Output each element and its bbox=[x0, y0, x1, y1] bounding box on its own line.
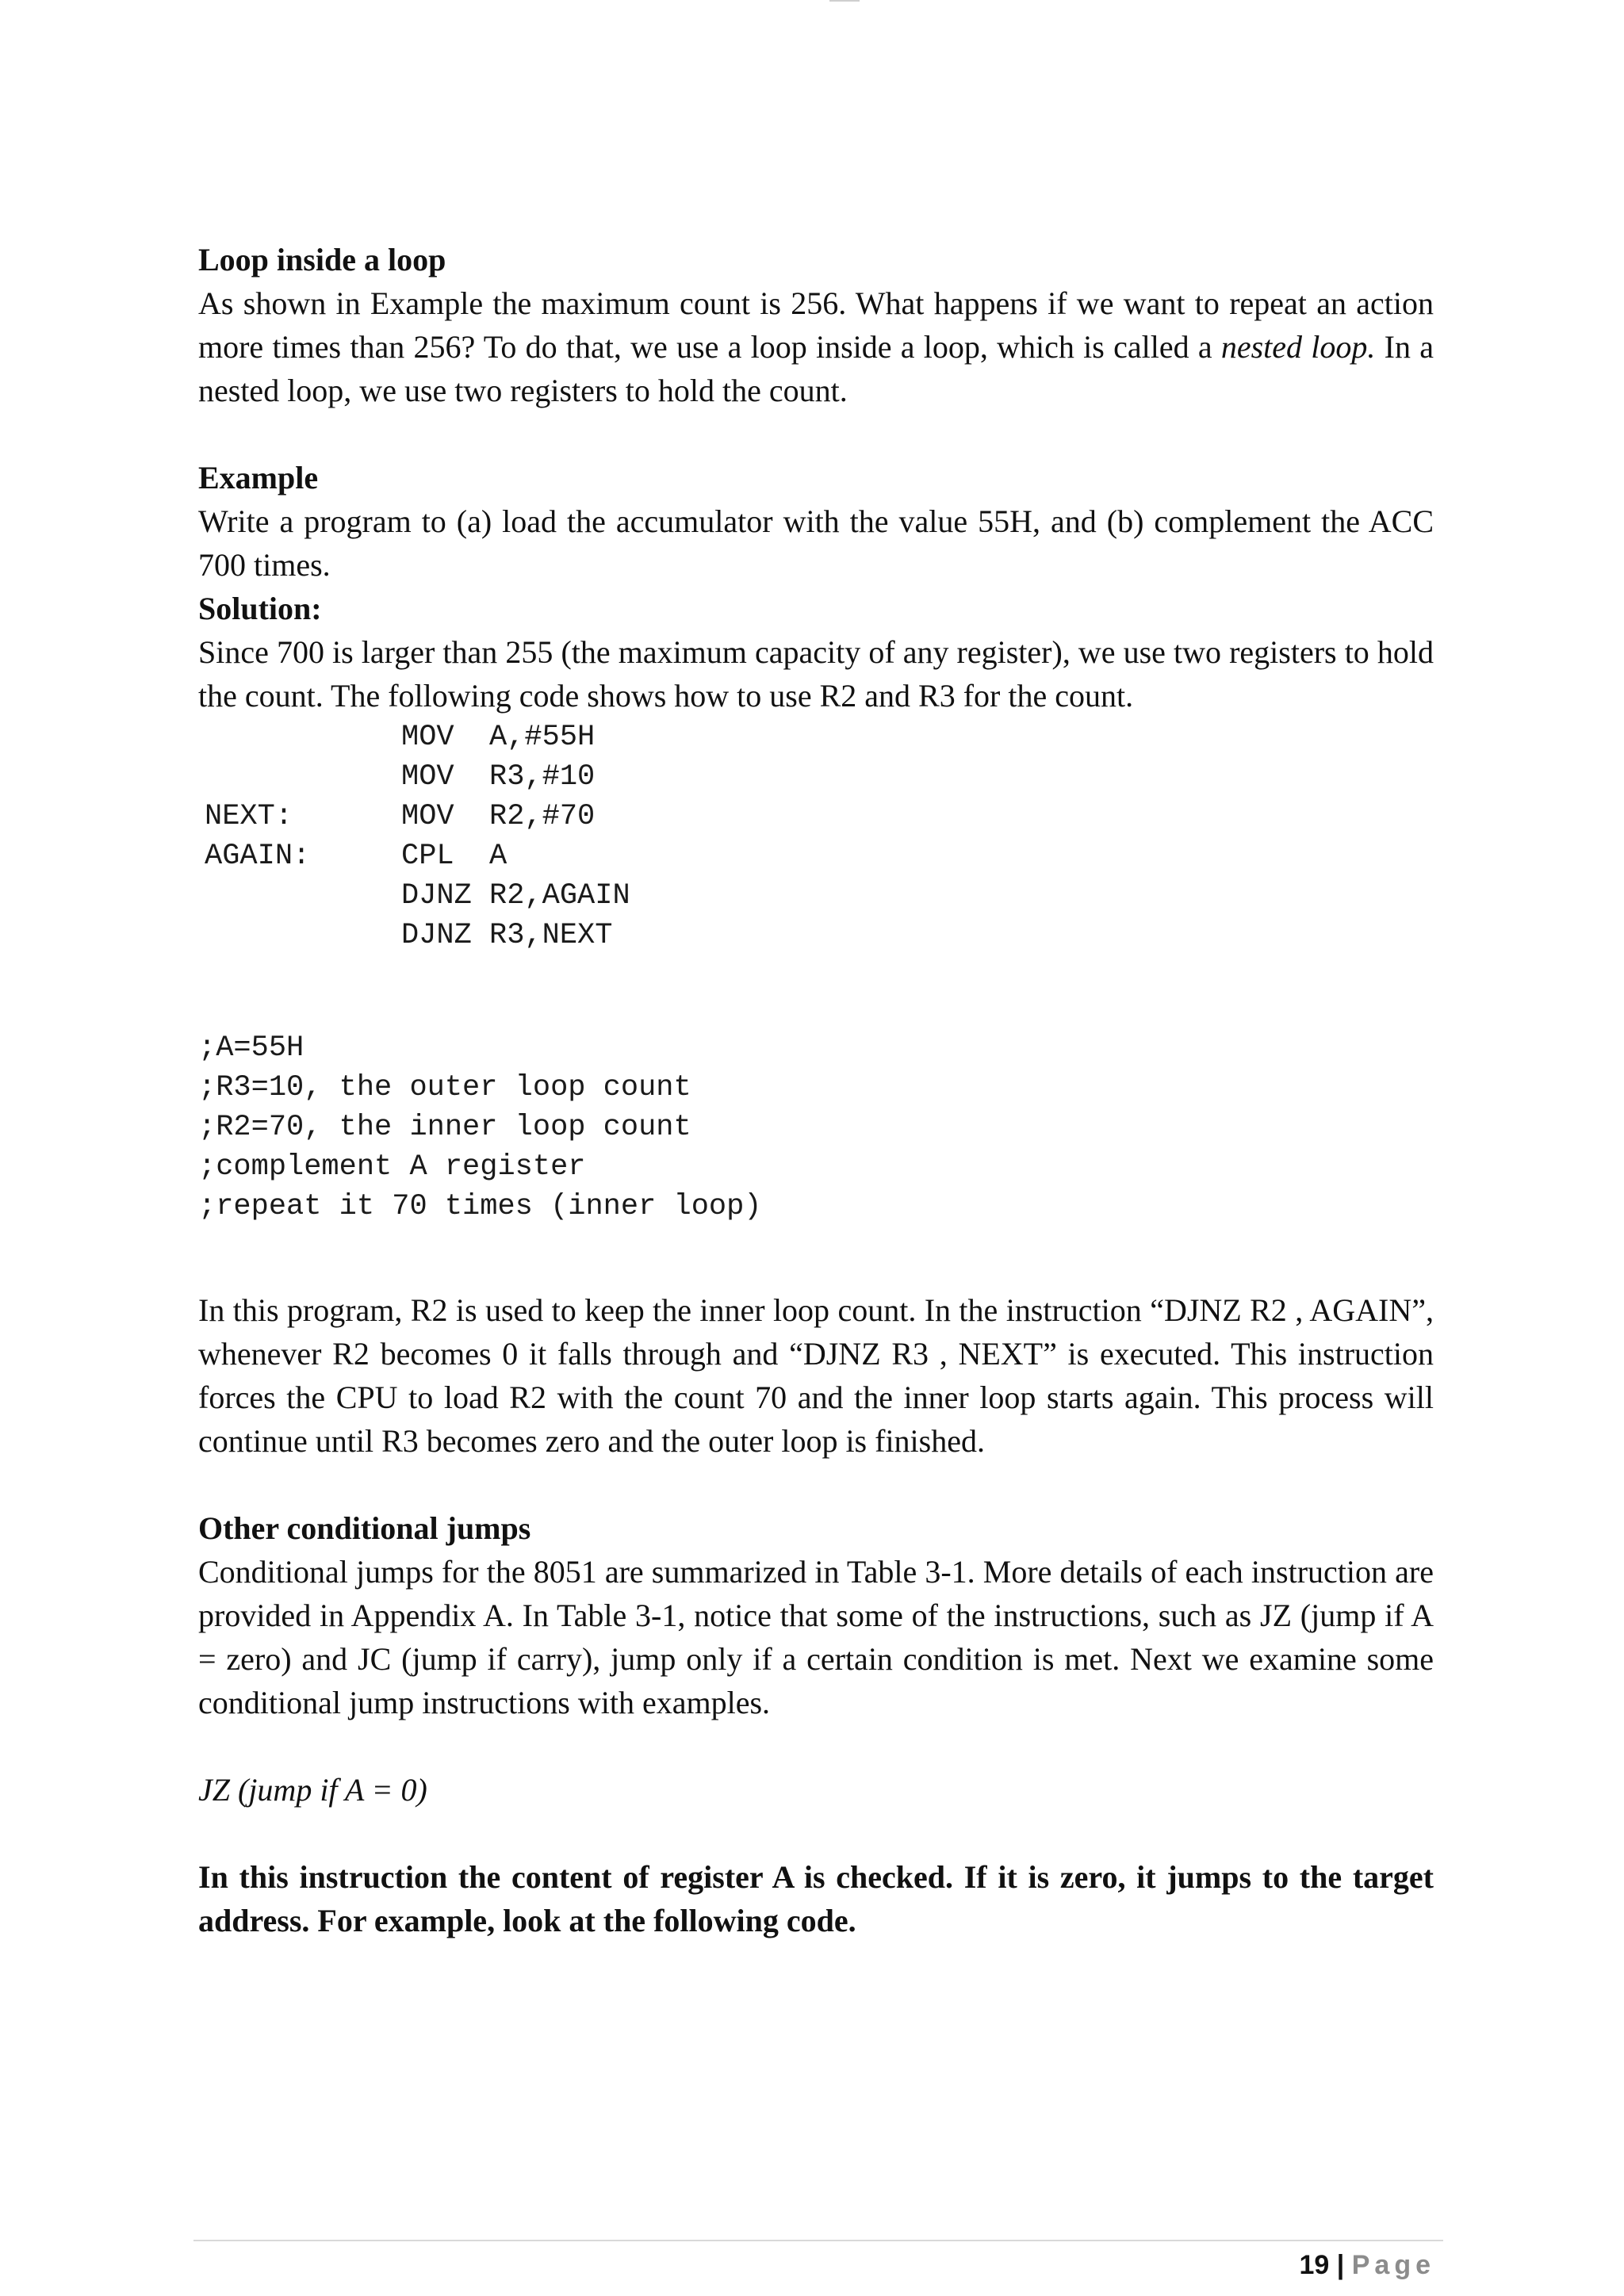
code-comment: ;complement A register bbox=[198, 1150, 586, 1184]
other-jumps-heading: Other conditional jumps bbox=[198, 1510, 531, 1546]
code-comment: ;repeat it 70 times (inner loop) bbox=[198, 1190, 762, 1223]
page-separator: | bbox=[1336, 2250, 1345, 2280]
solution-text: Since 700 is larger than 255 (the maximum capacity of any register), we use two registers to hold the count. The following code shows how to use R2 and R3 for the count. bbox=[198, 634, 1434, 714]
solution-heading: Solution: bbox=[198, 591, 322, 626]
jz-heading: JZ (jump if A = 0) bbox=[198, 1772, 427, 1808]
loop-paragraph-italic: nested loop. bbox=[1220, 329, 1376, 365]
code-line: MOV A,#55H bbox=[401, 721, 596, 754]
code-comment: ;R2=70, the inner loop count bbox=[198, 1111, 691, 1144]
code-block bbox=[198, 718, 1434, 1288]
explanation-text: In this program, R2 is used to keep the inner loop count. In the instruction “DJNZ R2 , AGAIN”, whenever R2 becomes 0 it falls through and “DJNZ R3 , NEXT” is executed. This instruction forces the CPU to load R2 with the count 70 and the inner loop starts again. This process will continue until R3 becomes zero and the outer loop is finished. bbox=[198, 1292, 1434, 1459]
page-content bbox=[198, 238, 1434, 1942]
code-line: MOV R3,#10 bbox=[401, 760, 596, 794]
code-comment: ;A=55H bbox=[198, 1031, 304, 1065]
loop-paragraph-part1: As shown in Example the maximum count is 256. What happens if we want to repeat an action more times than 256? To do that, we use a loop inside a loop, which is called a bbox=[198, 285, 1434, 365]
page-footer bbox=[1299, 2245, 1435, 2285]
code-line: DJNZ R3,NEXT bbox=[401, 919, 613, 952]
loop-paragraph-part2: In a nested loop, we use two registers to hold the count. bbox=[198, 329, 1434, 408]
other-jumps-text: Conditional jumps for the 8051 are summarized in Table 3-1. More details of each instruction are provided in Appendix A. In Table 3-1, notice that some of the instructions, such as JZ (jump if A = zero) and JC (jump if carry), jump only if a certain condition is met. Next we examine some conditional jump instructions with examples. bbox=[198, 1554, 1434, 1720]
loop-heading: Loop inside a loop bbox=[198, 242, 446, 277]
code-label: AGAIN: bbox=[205, 840, 311, 873]
header-mark bbox=[829, 0, 860, 2]
page-number: 19 bbox=[1299, 2250, 1330, 2280]
example-heading: Example bbox=[198, 460, 319, 496]
footer-rule bbox=[193, 2240, 1443, 2241]
loop-paragraph bbox=[198, 281, 1434, 412]
page-word: Page bbox=[1351, 2250, 1435, 2280]
code-line: DJNZ R2,AGAIN bbox=[401, 879, 630, 913]
example-text: Write a program to (a) load the accumulator with the value 55H, and (b) complement the ACC 700 times. bbox=[198, 503, 1434, 583]
code-comment: ;R3=10, the outer loop count bbox=[198, 1071, 691, 1104]
jz-text: In this instruction the content of register A is checked. If it is zero, it jumps to the target address. For example, look at the following code. bbox=[198, 1859, 1434, 1938]
code-line: MOV R2,#70 bbox=[401, 800, 596, 833]
code-label: NEXT: bbox=[205, 800, 293, 833]
code-line: CPL A bbox=[401, 840, 508, 873]
